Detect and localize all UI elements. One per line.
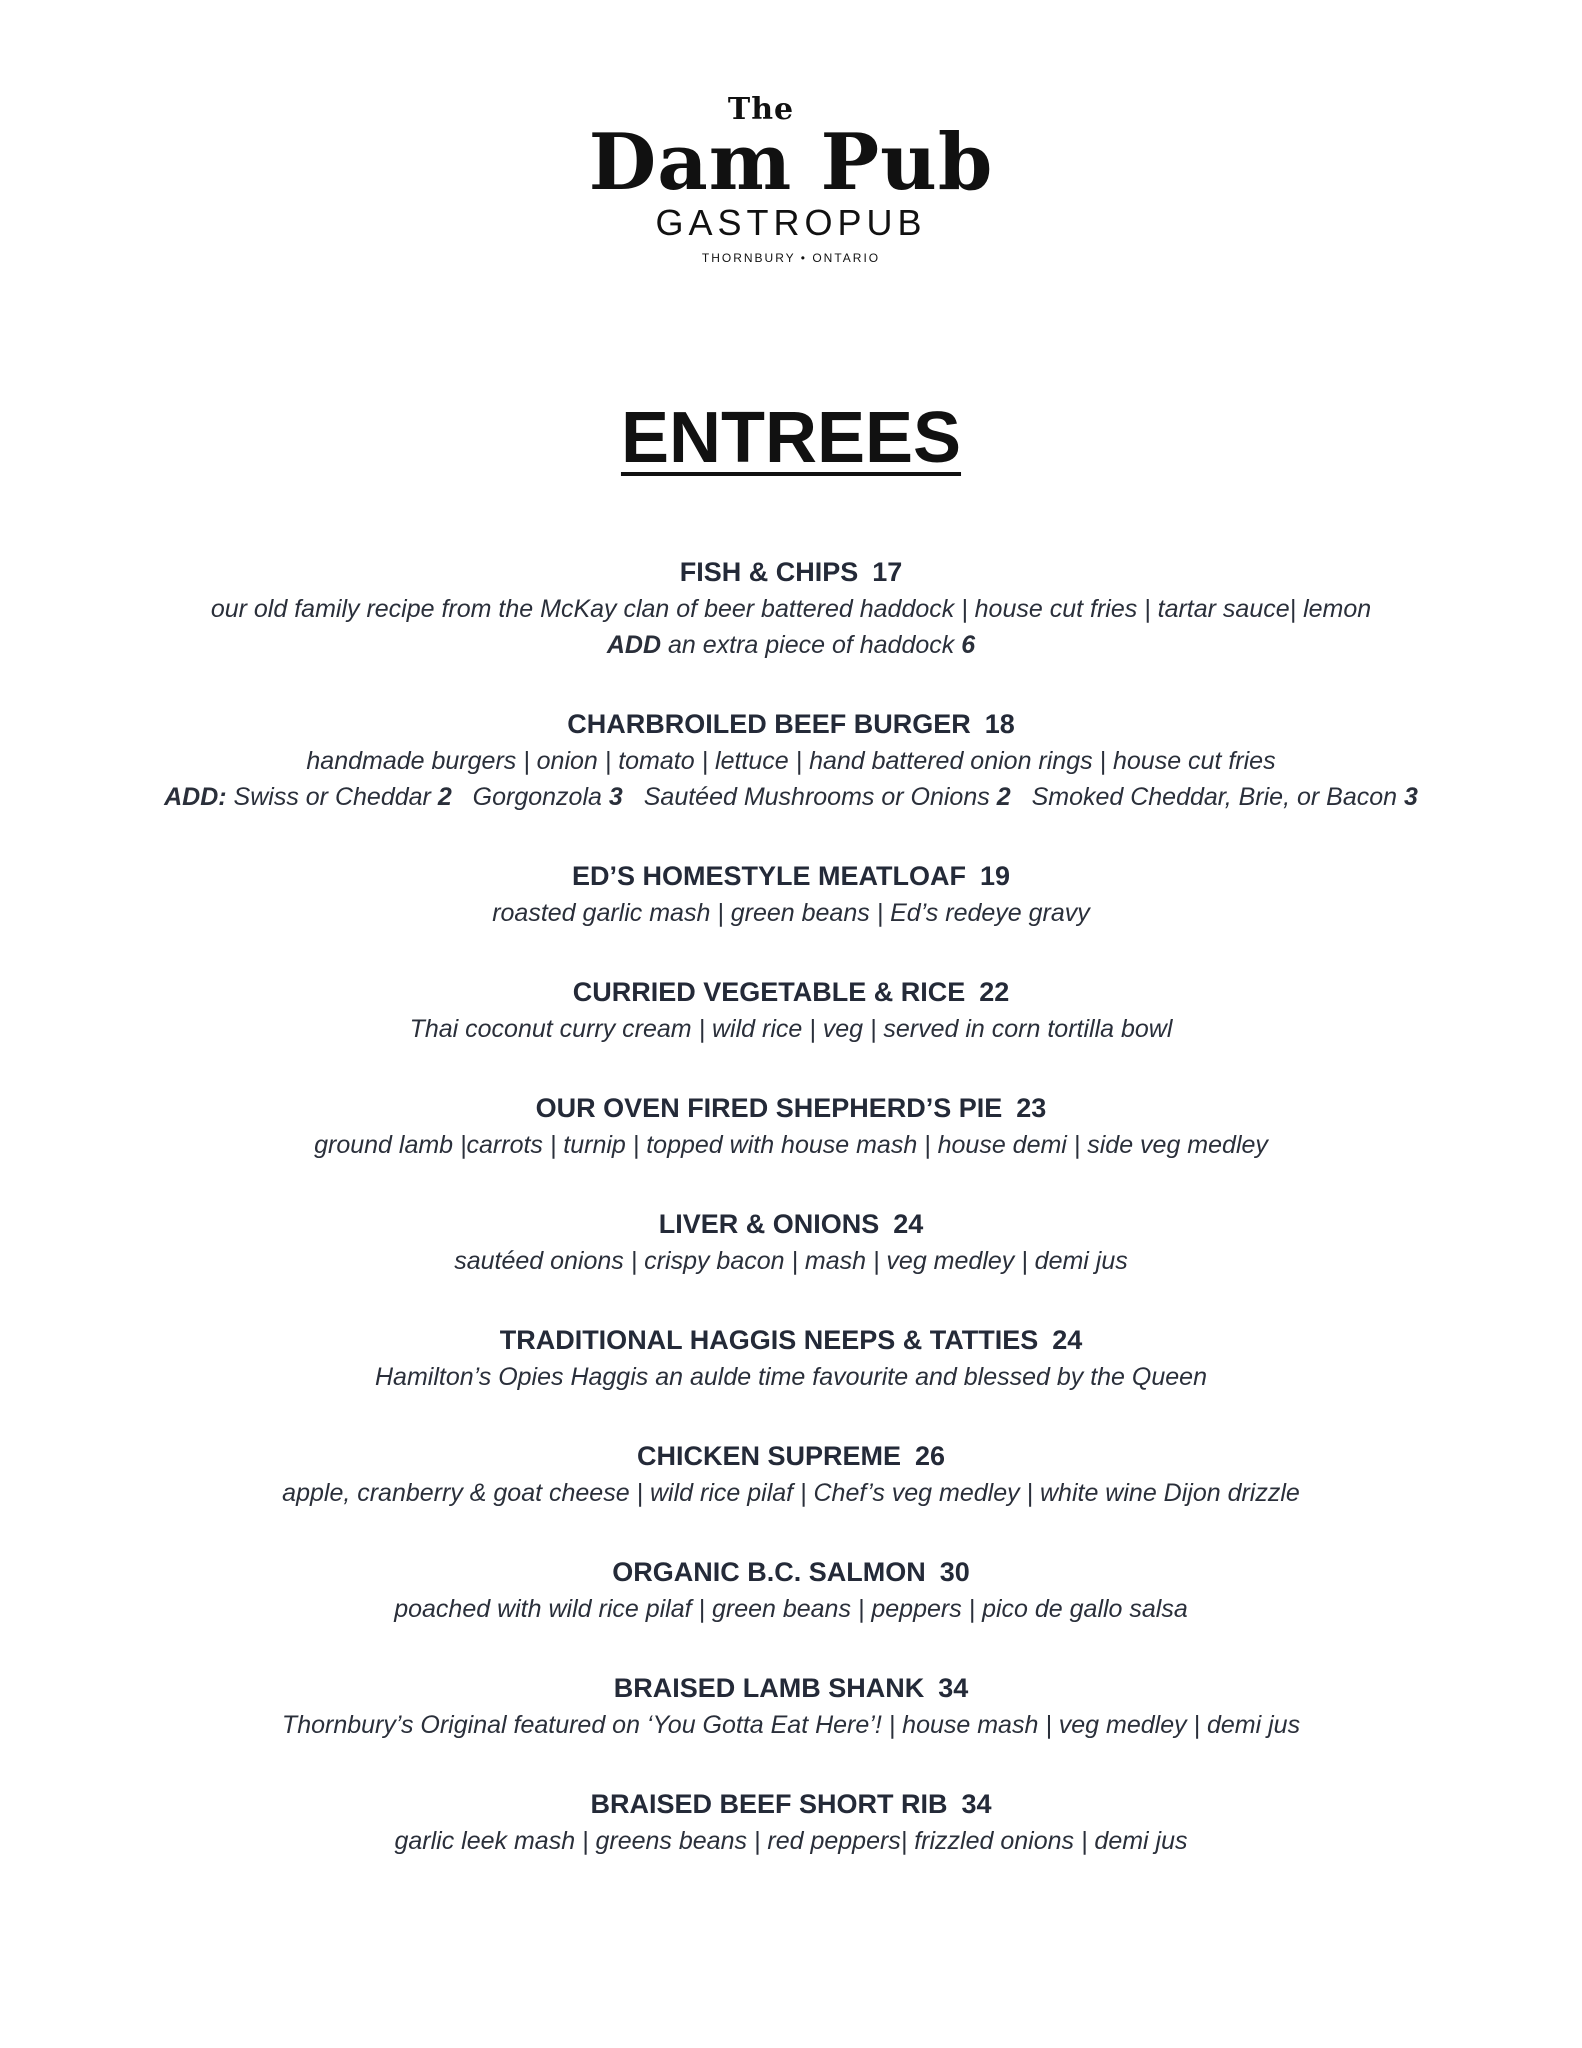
menu-item-price: 30 bbox=[939, 1557, 970, 1587]
addons-label: ADD: bbox=[164, 783, 227, 811]
menu-item-organic-salmon bbox=[0, 1553, 1582, 1627]
menu-item-name: CHICKEN SUPREME bbox=[636, 1441, 901, 1471]
addon-option-text: Sautéed Mushrooms or Onions bbox=[643, 783, 990, 811]
addon-option-text: Swiss or Cheddar bbox=[233, 783, 431, 811]
menu-item-price: 19 bbox=[979, 861, 1011, 891]
menu-item-heading bbox=[0, 1205, 1582, 1243]
menu-item-description: Thai coconut curry cream | wild rice | veg | served in corn tortilla bowl bbox=[409, 1015, 1173, 1043]
menu-item-price: 34 bbox=[938, 1673, 969, 1703]
addon-option-price: 2 bbox=[437, 783, 452, 811]
extra-price: 6 bbox=[961, 631, 976, 659]
menu-item-curried-vegetable-rice bbox=[0, 973, 1582, 1047]
menu-item-name: CURRIED VEGETABLE & RICE bbox=[572, 977, 966, 1007]
menu-item-description: sautéed onions | crispy bacon | mash | veg medley | demi jus bbox=[454, 1247, 1128, 1275]
menu-item-heading bbox=[0, 1321, 1582, 1359]
menu-item-heading bbox=[0, 1089, 1582, 1127]
menu-item-name: TRADITIONAL HAGGIS NEEPS & TATTIES bbox=[499, 1325, 1039, 1355]
menu-item-heading bbox=[0, 553, 1582, 591]
extra-text: an extra piece of haddock bbox=[667, 631, 955, 659]
menu-item-name: LIVER & ONIONS bbox=[658, 1209, 880, 1239]
menu-item-name: CHARBROILED BEEF BURGER bbox=[567, 709, 971, 739]
menu-item-description: poached with wild rice pilaf | green beans | peppers | pico de gallo salsa bbox=[394, 1595, 1188, 1623]
menu-item-price: 23 bbox=[1016, 1093, 1047, 1123]
menu-item-braised-beef-short-rib bbox=[0, 1785, 1582, 1859]
addon-option-text: Smoked Cheddar, Brie, or Bacon bbox=[1031, 783, 1398, 811]
menu-item-name: ORGANIC B.C. SALMON bbox=[612, 1557, 926, 1587]
menu-item-homestyle-meatloaf bbox=[0, 857, 1582, 931]
section-title-text: ENTREES bbox=[620, 398, 962, 478]
restaurant-logo bbox=[0, 92, 1582, 267]
menu-item-description: roasted garlic mash | green beans | Ed’s redeye gravy bbox=[492, 899, 1090, 927]
menu-item-description: Hamilton’s Opies Haggis an aulde time favourite and blessed by the Queen bbox=[375, 1363, 1207, 1391]
menu-item-price: 18 bbox=[984, 709, 1015, 739]
menu-item-price: 24 bbox=[893, 1209, 924, 1239]
menu-item-description: Thornbury’s Original featured on ‘You Gotta Eat Here’! | house mash | veg medley | demi jus bbox=[281, 1711, 1301, 1739]
addon-option-price: 2 bbox=[996, 783, 1011, 811]
menu-item-charbroiled-beef-burger bbox=[0, 705, 1582, 815]
menu-item-heading bbox=[0, 1785, 1582, 1823]
menu-item-price: 24 bbox=[1052, 1325, 1083, 1355]
logo-subtitle: GASTROPUB bbox=[655, 202, 927, 243]
menu-item-liver-and-onions bbox=[0, 1205, 1582, 1279]
extra-label: ADD bbox=[606, 631, 662, 659]
menu-item-description: garlic leek mash | greens beans | red peppers| frizzled onions | demi jus bbox=[394, 1827, 1188, 1855]
menu-list bbox=[0, 553, 1582, 1901]
addon-option-text: Gorgonzola bbox=[472, 783, 602, 811]
menu-item-description: apple, cranberry & goat cheese | wild rice pilaf | Chef’s veg medley | white wine Dijon drizzle bbox=[282, 1479, 1300, 1507]
section-title bbox=[0, 396, 1582, 480]
menu-item-name: FISH & CHIPS bbox=[679, 557, 859, 587]
menu-item-name: OUR OVEN FIRED SHEPHERD’S PIE bbox=[535, 1093, 1003, 1123]
menu-item-description: our old family recipe from the McKay clan of beer battered haddock | house cut fries | tartar sauce| lemon bbox=[210, 595, 1372, 623]
menu-item-price: 26 bbox=[914, 1441, 946, 1471]
menu-item-heading bbox=[0, 1437, 1582, 1475]
addon-option-price: 3 bbox=[608, 783, 623, 811]
logo-the-text: The bbox=[727, 92, 795, 127]
menu-item-extra bbox=[0, 627, 1582, 663]
menu-item-heading bbox=[0, 1669, 1582, 1707]
menu-item-heading bbox=[0, 1553, 1582, 1591]
logo-location: THORNBURY • ONTARIO bbox=[701, 251, 881, 265]
menu-item-name: BRAISED BEEF SHORT RIB bbox=[590, 1789, 948, 1819]
menu-item-price: 34 bbox=[961, 1789, 992, 1819]
menu-item-name: BRAISED LAMB SHANK bbox=[613, 1673, 925, 1703]
menu-item-addons bbox=[0, 779, 1582, 815]
menu-item-price: 22 bbox=[979, 977, 1010, 1007]
menu-item-name: ED’S HOMESTYLE MEATLOAF bbox=[571, 861, 966, 891]
menu-item-braised-lamb-shank bbox=[0, 1669, 1582, 1743]
menu-item-shepherds-pie bbox=[0, 1089, 1582, 1163]
menu-item-chicken-supreme bbox=[0, 1437, 1582, 1511]
addon-option-price: 3 bbox=[1404, 783, 1418, 811]
menu-item-haggis-neeps-tatties bbox=[0, 1321, 1582, 1395]
menu-item-description: handmade burgers | onion | tomato | lettuce | hand battered onion rings | house cut fries bbox=[306, 747, 1276, 775]
menu-item-heading bbox=[0, 973, 1582, 1011]
menu-item-heading bbox=[0, 857, 1582, 895]
logo-name-text: Dam Pub bbox=[588, 117, 994, 208]
menu-item-description: ground lamb |carrots | turnip | topped with house mash | house demi | side veg medley bbox=[314, 1131, 1268, 1159]
menu-item-price: 17 bbox=[872, 557, 903, 587]
menu-item-fish-and-chips bbox=[0, 553, 1582, 663]
menu-item-heading bbox=[0, 705, 1582, 743]
